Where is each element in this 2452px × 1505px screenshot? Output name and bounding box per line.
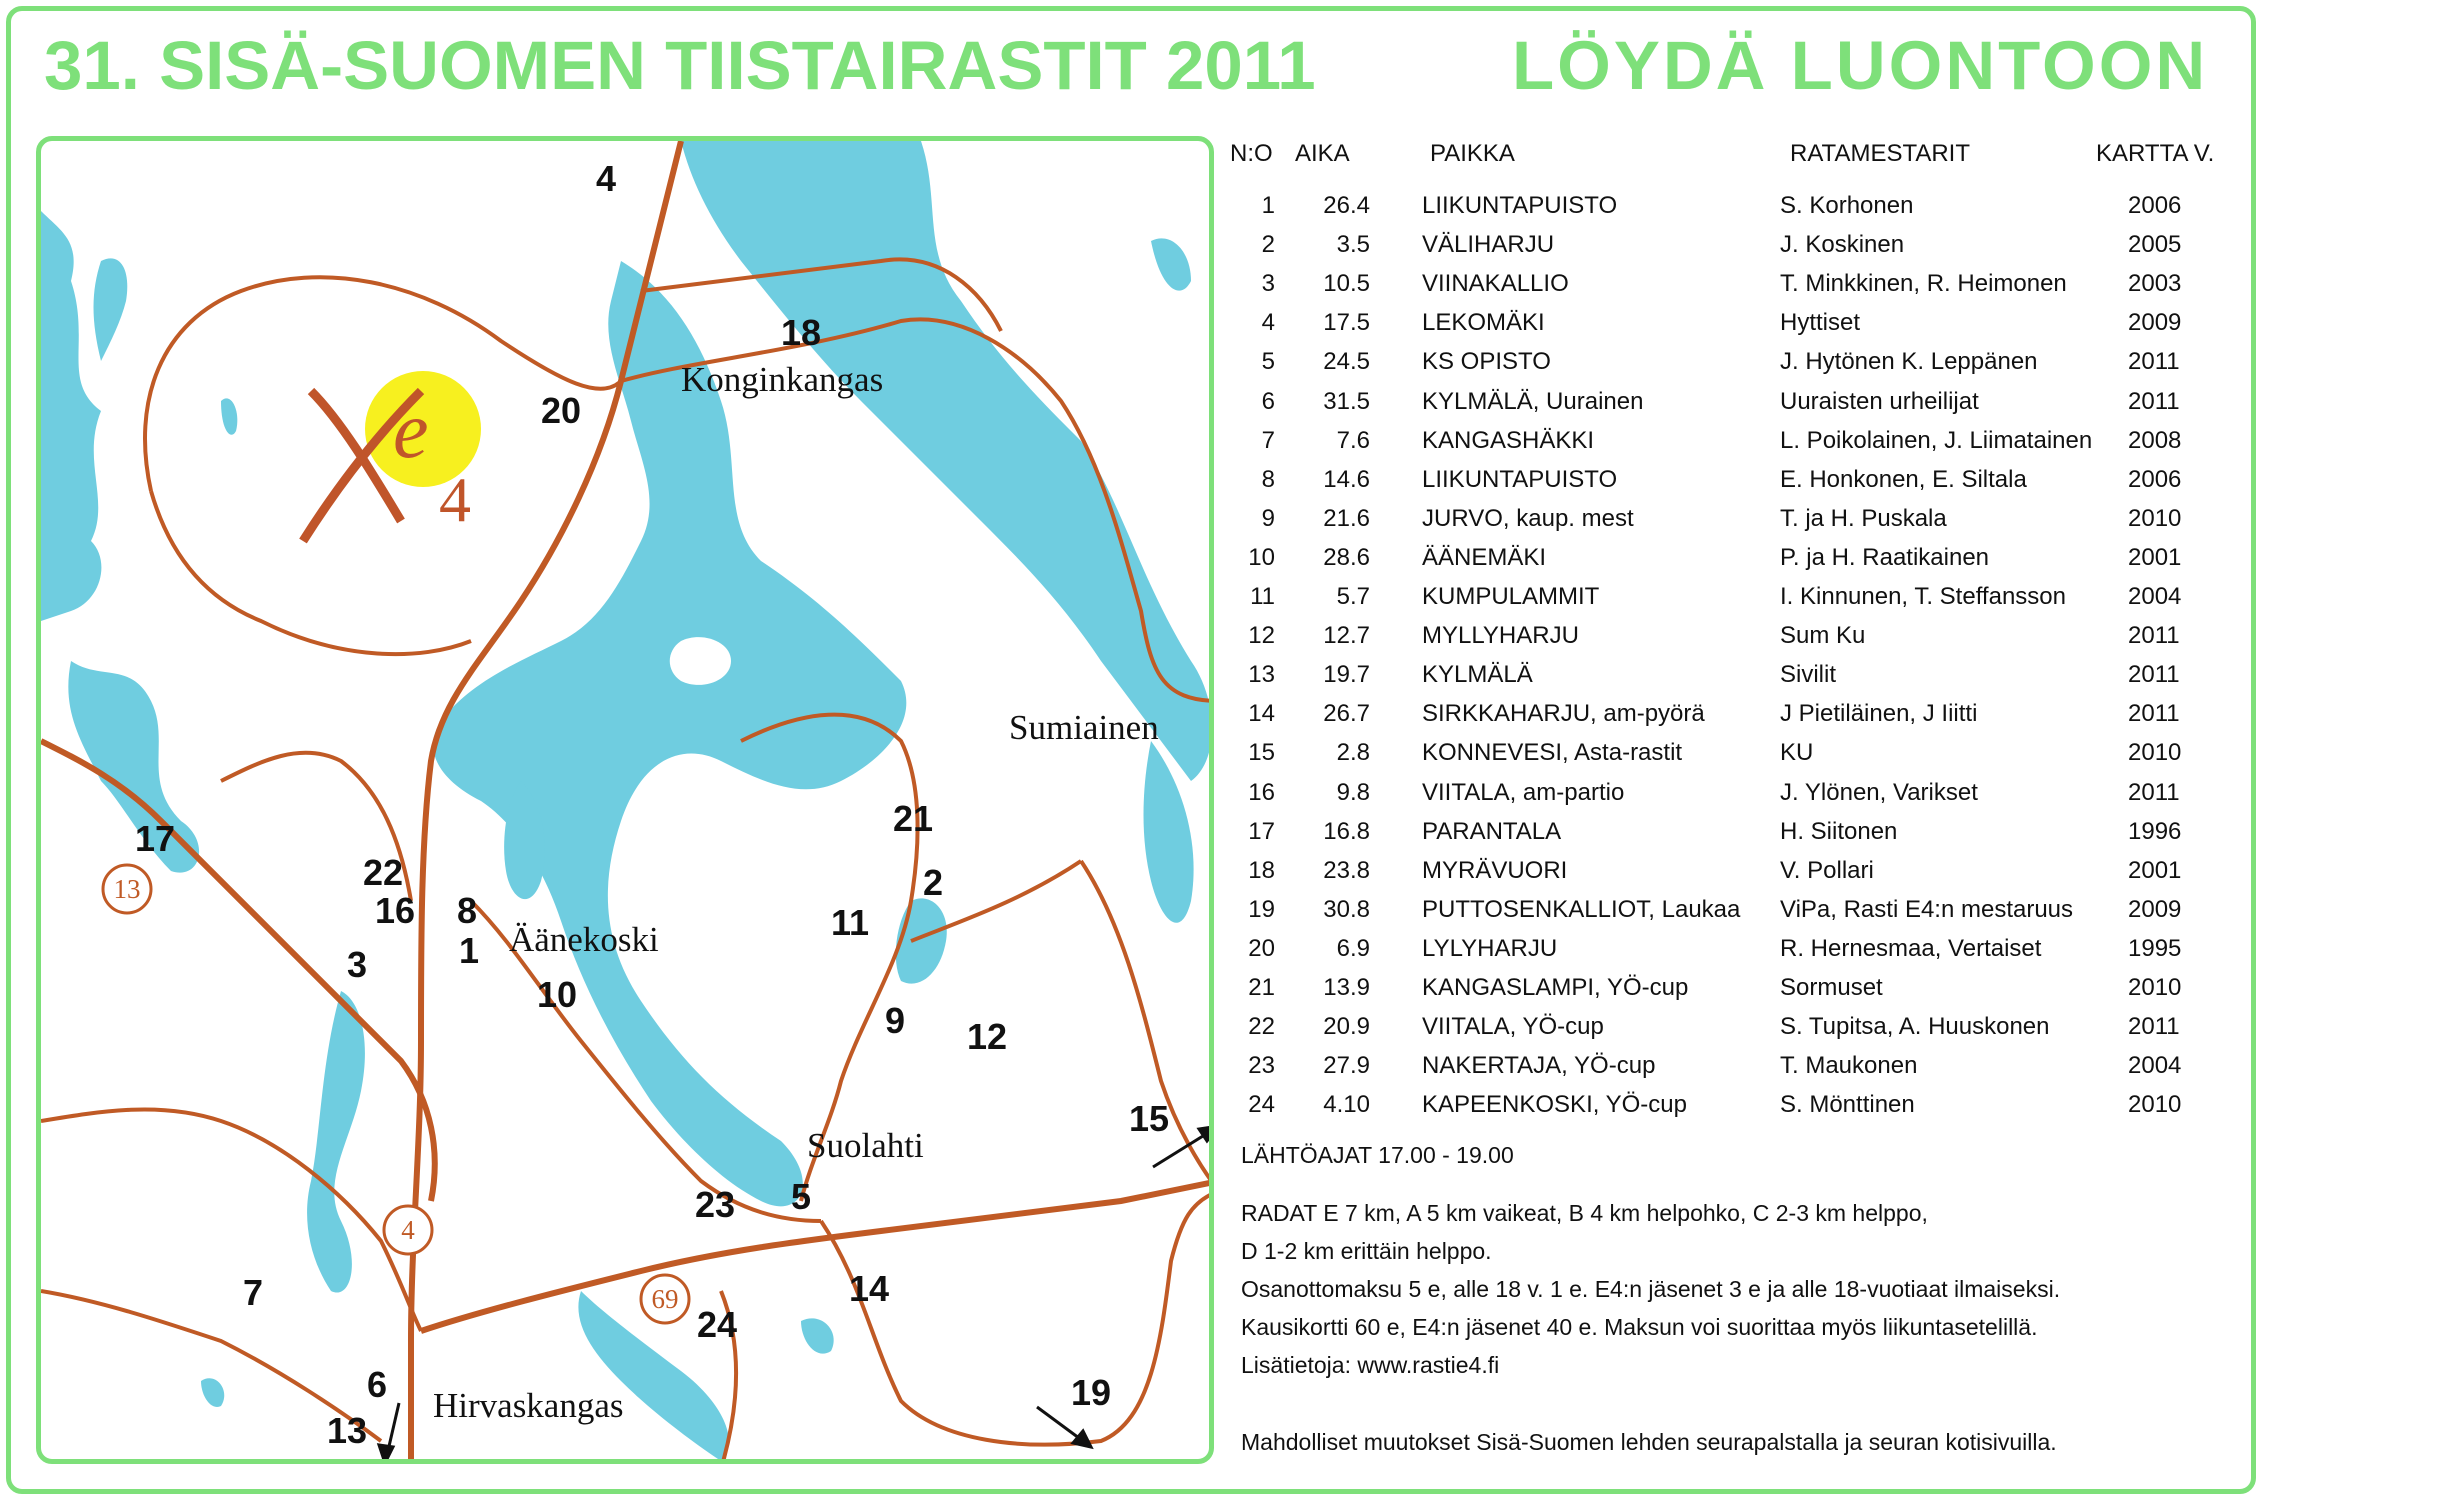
header-paikka: PAIKKA <box>1430 140 1515 167</box>
site-number-7: 7 <box>243 1272 264 1313</box>
place-suolahti: Suolahti <box>807 1126 924 1165</box>
place-sumiainen: Sumiainen <box>1009 708 1159 747</box>
row-map-year: 2010 <box>2128 1091 2182 1119</box>
site-number-6: 6 <box>367 1364 388 1405</box>
site-number-18: 18 <box>781 312 822 353</box>
area-map[interactable] <box>36 136 1214 1464</box>
row-place: PUTTOSENKALLIOT, Laukaa <box>1422 895 1741 923</box>
table-row <box>1230 544 2230 582</box>
row-course-setters: T. Maukonen <box>1780 1052 1918 1080</box>
table-row <box>1230 779 2230 817</box>
row-map-year: 2003 <box>2128 270 2182 298</box>
more-info-link[interactable]: Lisätietoja: www.rastie4.fi <box>1241 1352 1500 1378</box>
row-course-setters: Sum Ku <box>1780 622 1866 650</box>
row-course-setters: S. Tupitsa, A. Huuskonen <box>1780 1013 2050 1041</box>
row-map-year: 2008 <box>2128 426 2182 454</box>
table-row <box>1230 505 2230 543</box>
row-date: 7.6 <box>1336 426 1370 454</box>
road-13-number: 13 <box>113 874 141 904</box>
table-row <box>1230 192 2230 230</box>
lake-small-2 <box>1151 238 1191 290</box>
courses-line-1: RADAT E 7 km, A 5 km vaikeat, B 4 km helpohko, C 2-3 km helppo, <box>1241 1200 1928 1226</box>
row-course-setters: Hyttiset <box>1780 309 1861 337</box>
row-number: 16 <box>1248 778 1275 806</box>
row-course-setters: J. Hytönen K. Leppänen <box>1780 348 2038 376</box>
road-ring-west <box>151 491 471 654</box>
row-number: 5 <box>1261 348 1275 376</box>
row-course-setters: J. Koskinen <box>1780 231 1905 259</box>
row-place: LEKOMÄKI <box>1422 309 1545 337</box>
row-date: 13.9 <box>1323 974 1370 1001</box>
table-row <box>1230 348 2230 386</box>
site-number-11: 11 <box>831 902 870 943</box>
table-row <box>1230 231 2230 269</box>
row-date: 26.7 <box>1323 700 1370 728</box>
row-date: 17.5 <box>1323 309 1370 337</box>
lake-east-mid <box>896 898 947 983</box>
row-place: MYRÄVUORI <box>1422 856 1568 884</box>
lake-south-center <box>307 991 365 1293</box>
row-date: 12.7 <box>1323 622 1370 650</box>
road-69-number: 69 <box>651 1284 679 1314</box>
row-place: ÄÄNEMÄKI <box>1422 543 1547 571</box>
row-map-year: 2006 <box>2128 192 2182 219</box>
site-number-9: 9 <box>885 1000 906 1041</box>
place-hirvaskangas: Hirvaskangas <box>433 1386 624 1425</box>
header-no: N:O <box>1230 140 1273 167</box>
row-date: 27.9 <box>1323 1052 1370 1080</box>
table-row <box>1230 622 2230 660</box>
site-number-16: 16 <box>375 890 416 931</box>
lake-northwest-1 <box>94 258 128 361</box>
site-number-8: 8 <box>457 890 478 931</box>
row-number: 11 <box>1250 583 1275 610</box>
row-number: 12 <box>1248 622 1275 650</box>
changes-note: Mahdolliset muutokset Sisä-Suomen lehden seurapalstalla ja seuran kotisivuilla. <box>1241 1429 2057 1455</box>
row-number: 24 <box>1248 1091 1275 1119</box>
row-course-setters: J Pietiläinen, J Iiitti <box>1780 700 1978 728</box>
site-number-13: 13 <box>327 1410 368 1451</box>
site-number-23: 23 <box>695 1184 736 1225</box>
row-number: 22 <box>1248 1013 1275 1041</box>
row-date: 24.5 <box>1323 348 1370 376</box>
row-date: 23.8 <box>1323 856 1370 884</box>
row-place: VIINAKALLIO <box>1422 270 1569 298</box>
row-date: 31.5 <box>1323 387 1370 415</box>
table-row <box>1230 739 2230 777</box>
row-place: KYLMÄLÄ, Uurainen <box>1422 387 1644 415</box>
site-number-19: 19 <box>1071 1372 1112 1413</box>
header-aika: AIKA <box>1295 140 1350 167</box>
row-number: 7 <box>1261 426 1275 454</box>
row-date: 16.8 <box>1323 817 1370 845</box>
site-number-14: 14 <box>849 1268 890 1309</box>
row-place: KANGASHÄKKI <box>1422 426 1595 454</box>
row-map-year: 2004 <box>2128 583 2182 610</box>
place-aanekoski: Äänekoski <box>509 920 659 959</box>
row-place: LIIKUNTAPUISTO <box>1422 192 1618 219</box>
row-number: 9 <box>1261 504 1275 532</box>
row-course-setters: H. Siitonen <box>1780 817 1898 845</box>
arrow-13-head <box>379 1445 393 1463</box>
table-row <box>1230 1091 2230 1129</box>
table-row <box>1230 935 2230 973</box>
logo-e-letter: e <box>393 387 429 475</box>
event-title: 31. SISÄ-SUOMEN TIISTAIRASTIT 2011 <box>44 27 1316 104</box>
row-number: 8 <box>1261 465 1275 493</box>
row-place: KAPEENKOSKI, YÖ-cup <box>1422 1091 1687 1119</box>
row-place: KONNEVESI, Asta-rastit <box>1422 739 1683 767</box>
row-date: 9.8 <box>1336 778 1370 806</box>
row-number: 1 <box>1261 192 1275 219</box>
row-map-year: 2011 <box>2128 622 2180 650</box>
row-date: 21.6 <box>1323 504 1370 532</box>
row-number: 21 <box>1248 974 1275 1001</box>
row-number: 6 <box>1261 387 1275 415</box>
row-map-year: 2011 <box>2128 1013 2180 1041</box>
lake-west <box>41 211 101 621</box>
row-date: 26.4 <box>1323 192 1370 219</box>
table-row <box>1230 1013 2230 1051</box>
site-number-24: 24 <box>697 1304 738 1345</box>
row-map-year: 2011 <box>2128 778 2180 806</box>
row-course-setters: Sormuset <box>1780 974 1883 1001</box>
row-course-setters: T. ja H. Puskala <box>1780 504 1947 532</box>
row-place: LYLYHARJU <box>1422 934 1558 962</box>
row-course-setters: S. Mönttinen <box>1780 1091 1915 1119</box>
row-map-year: 1996 <box>2128 817 2182 845</box>
site-number-15: 15 <box>1129 1098 1170 1139</box>
row-place: VIITALA, am-partio <box>1422 778 1625 806</box>
site-number-1: 1 <box>459 930 480 971</box>
row-map-year: 2009 <box>2128 309 2182 337</box>
row-number: 2 <box>1261 231 1275 259</box>
row-date: 14.6 <box>1323 465 1370 493</box>
site-number-2: 2 <box>923 862 944 903</box>
row-map-year: 2001 <box>2128 856 2182 884</box>
row-map-year: 2010 <box>2128 739 2182 767</box>
road-4-number: 4 <box>401 1215 415 1245</box>
e4-logo <box>303 371 481 541</box>
table-row <box>1230 974 2230 1012</box>
row-place: KANGASLAMPI, YÖ-cup <box>1422 974 1689 1001</box>
row-map-year: 2010 <box>2128 504 2182 532</box>
row-course-setters: V. Pollari <box>1780 856 1874 884</box>
row-course-setters: T. Minkkinen, R. Heimonen <box>1780 270 2067 298</box>
row-map-year: 2005 <box>2128 231 2182 259</box>
table-row <box>1230 1052 2230 1090</box>
slogan-title: LÖYDÄ LUONTOON <box>1512 27 2209 104</box>
row-course-setters: R. Hernesmaa, Vertaiset <box>1780 934 2042 962</box>
row-number: 14 <box>1248 700 1275 728</box>
row-map-year: 2011 <box>2128 387 2180 415</box>
row-map-year: 2009 <box>2128 895 2182 923</box>
row-number: 13 <box>1248 661 1275 689</box>
header-kartta: KARTTA V. <box>2096 140 2215 167</box>
season-card: Kausikortti 60 e, E4:n jäsenet 40 e. Maksun voi suorittaa myös liikuntasetelillä. <box>1241 1314 2038 1340</box>
logo-4-digit: 4 <box>439 464 471 535</box>
row-date: 19.7 <box>1323 661 1370 689</box>
row-number: 23 <box>1248 1052 1275 1080</box>
lake-island-hole <box>670 637 731 685</box>
table-row <box>1230 270 2230 308</box>
row-place: VÄLIHARJU <box>1422 231 1555 259</box>
courses-line-2: D 1-2 km erittäin helppo. <box>1241 1238 1492 1264</box>
lake-small-3 <box>801 1318 834 1353</box>
table-row <box>1230 309 2230 347</box>
row-place: NAKERTAJA, YÖ-cup <box>1422 1052 1656 1080</box>
table-row <box>1230 896 2230 934</box>
row-date: 30.8 <box>1323 895 1370 923</box>
arrow-19-head <box>1073 1431 1091 1447</box>
row-course-setters: S. Korhonen <box>1780 192 1914 219</box>
row-map-year: 2010 <box>2128 974 2182 1001</box>
lake-small-4 <box>201 1378 224 1407</box>
row-course-setters: I. Kinnunen, T. Steffansson <box>1780 583 2066 610</box>
row-date: 4.10 <box>1323 1091 1370 1119</box>
row-map-year: 2011 <box>2128 661 2180 689</box>
row-course-setters: J. Ylönen, Varikset <box>1780 778 1978 806</box>
row-place: SIRKKAHARJU, am-pyörä <box>1422 700 1705 728</box>
row-map-year: 2004 <box>2128 1052 2182 1080</box>
row-map-year: 2011 <box>2128 348 2180 376</box>
row-number: 17 <box>1248 817 1275 845</box>
table-row <box>1230 466 2230 504</box>
table-row <box>1230 818 2230 856</box>
row-date: 20.9 <box>1323 1013 1370 1041</box>
row-place: PARANTALA <box>1422 817 1562 845</box>
row-number: 4 <box>1261 309 1275 337</box>
table-row <box>1230 857 2230 895</box>
header-ratamestarit: RATAMESTARIT <box>1790 140 1970 167</box>
row-map-year: 2001 <box>2128 543 2182 571</box>
row-date: 28.6 <box>1323 543 1370 571</box>
row-place: KUMPULAMMIT <box>1422 583 1600 610</box>
row-place: LIIKUNTAPUISTO <box>1422 465 1618 493</box>
lakes <box>41 141 1212 1461</box>
table-row <box>1230 700 2230 738</box>
row-date: 6.9 <box>1336 934 1370 962</box>
row-number: 15 <box>1248 739 1275 767</box>
table-row <box>1230 583 2230 621</box>
road-west-south <box>41 1109 421 1331</box>
entry-fee: Osanottomaksu 5 e, alle 18 v. 1 e. E4:n jäsenet 3 e ja alle 18-vuotiaat ilmaiseksi. <box>1241 1276 2061 1302</box>
lake-small-1 <box>221 398 237 434</box>
row-place: KYLMÄLÄ <box>1422 661 1533 689</box>
row-map-year: 2006 <box>2128 465 2182 493</box>
row-date: 3.5 <box>1336 231 1370 259</box>
site-number-17: 17 <box>135 818 176 859</box>
row-date: 2.8 <box>1336 739 1370 767</box>
row-course-setters: P. ja H. Raatikainen <box>1780 543 1990 571</box>
road-69 <box>421 1181 1214 1331</box>
row-number: 19 <box>1248 895 1275 923</box>
site-number-20: 20 <box>541 390 582 431</box>
row-map-year: 1995 <box>2128 934 2182 962</box>
site-number-10: 10 <box>537 974 578 1015</box>
row-place: MYLLYHARJU <box>1422 622 1579 650</box>
row-map-year: 2011 <box>2128 700 2180 728</box>
site-number-5: 5 <box>791 1176 812 1217</box>
table-row <box>1230 427 2230 465</box>
row-place: KS OPISTO <box>1422 348 1551 376</box>
row-number: 10 <box>1248 543 1275 571</box>
map-canvas <box>41 141 1214 1464</box>
info-block <box>1241 1136 2060 1384</box>
row-number: 3 <box>1261 270 1275 298</box>
place-konginkangas: Konginkangas <box>681 360 884 399</box>
site-number-12: 12 <box>967 1016 1008 1057</box>
site-number-4: 4 <box>596 158 617 199</box>
row-course-setters: E. Honkonen, E. Siltala <box>1780 465 2027 493</box>
row-place: JURVO, kaup. mest <box>1422 504 1634 532</box>
lake-central <box>433 261 906 1206</box>
site-number-22: 22 <box>363 852 404 893</box>
site-number-21: 21 <box>893 798 934 839</box>
table-row <box>1230 661 2230 699</box>
road-13 <box>41 741 435 1201</box>
row-course-setters: L. Poikolainen, J. Liimatainen <box>1780 426 2093 454</box>
row-place: VIITALA, YÖ-cup <box>1422 1013 1604 1041</box>
row-course-setters: ViPa, Rasti E4:n mestaruus <box>1780 895 2074 923</box>
row-date: 10.5 <box>1323 270 1370 298</box>
start-times: LÄHTÖAJAT 17.00 - 19.00 <box>1241 1142 1514 1168</box>
row-number: 20 <box>1248 934 1275 962</box>
row-course-setters: KU <box>1780 739 1814 767</box>
table-row <box>1230 388 2230 426</box>
site-number-3: 3 <box>347 944 368 985</box>
row-number: 18 <box>1248 856 1275 884</box>
row-date: 5.7 <box>1336 583 1370 610</box>
row-course-setters: Sivilit <box>1780 661 1837 689</box>
row-course-setters: Uuraisten urheilijat <box>1780 387 1979 415</box>
